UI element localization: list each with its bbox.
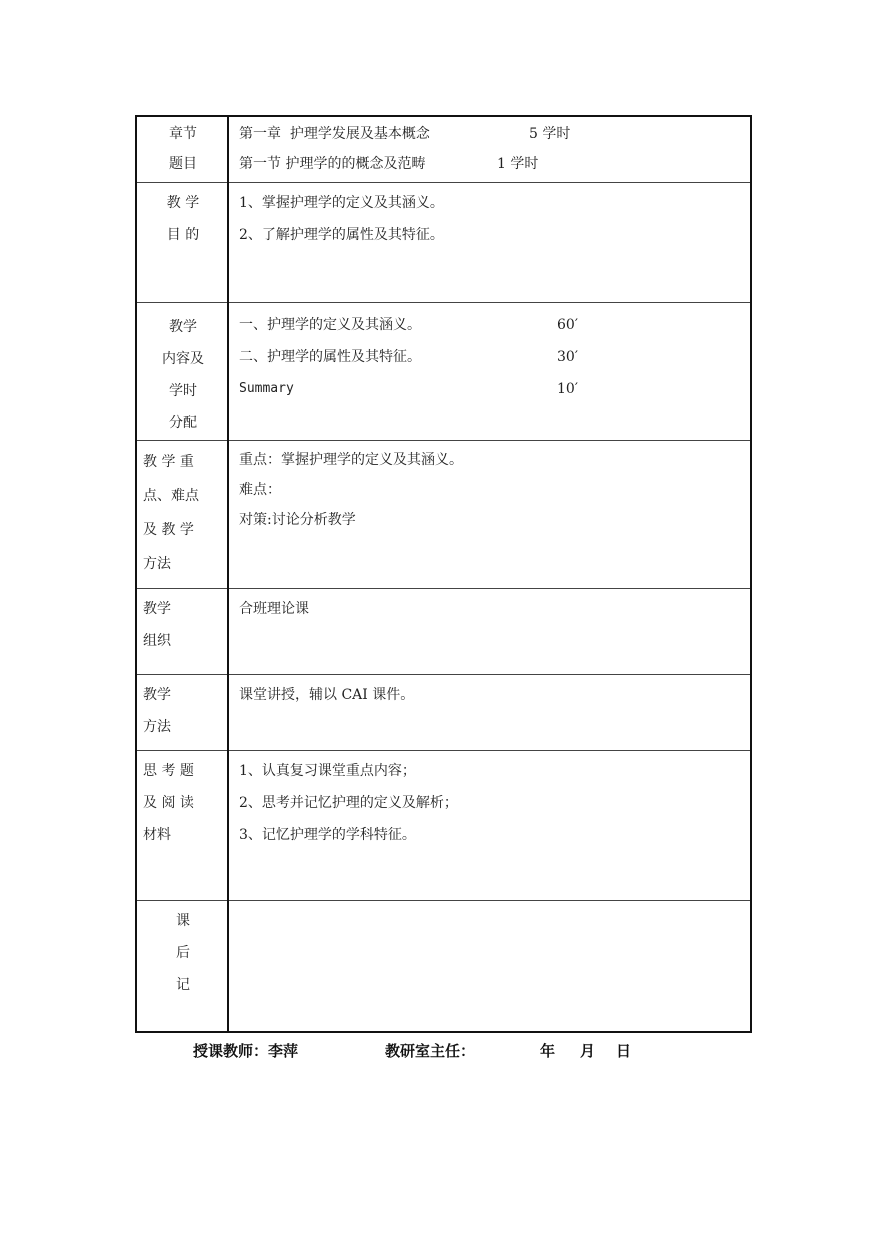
label-method <box>136 674 228 750</box>
label-line: 教学 <box>169 318 197 335</box>
allocation-minutes: 60′ <box>557 316 578 333</box>
allocation-item <box>239 341 742 373</box>
label-line: 学时 <box>169 382 197 399</box>
chapter-line <box>239 119 742 149</box>
objective-item: 2、了解护理学的属性及其特征。 <box>239 226 444 243</box>
label-line: 方法 <box>143 718 171 735</box>
key-point-item: 重点：掌握护理学的定义及其涵义。 <box>239 451 463 468</box>
objective-item: 1、掌握护理学的定义及其涵义。 <box>239 194 444 211</box>
label-line: 记 <box>176 976 190 993</box>
label-line: 组织 <box>143 632 171 649</box>
label-line: 思 考 题 <box>143 762 194 779</box>
date-year: 年 <box>540 1042 556 1060</box>
date-day: 日 <box>616 1042 632 1060</box>
label-line: 教 学 重 <box>143 453 194 470</box>
allocation-topic: 一、护理学的定义及其涵义。 <box>239 316 421 333</box>
content-allocation <box>228 302 751 440</box>
label-line: 点、难点 <box>143 487 199 504</box>
signature-footer <box>0 1040 892 1066</box>
row-key-points <box>136 440 751 588</box>
question-item: 3、记忆护理学的学科特征。 <box>239 826 416 843</box>
allocation-topic: 二、护理学的属性及其特征。 <box>239 348 421 365</box>
label-line: 教学 <box>143 686 171 703</box>
label-questions <box>136 750 228 900</box>
director-signature: 教研室主任： <box>385 1042 476 1060</box>
label-line: 章节 <box>169 126 197 142</box>
label-line: 方法 <box>143 555 171 572</box>
method-text: 课堂讲授，辅以 CAI 课件。 <box>239 686 415 703</box>
allocation-minutes: 30′ <box>557 348 578 365</box>
allocation-item <box>239 309 742 341</box>
label-content-allocation <box>136 302 228 440</box>
label-line: 题目 <box>169 156 197 172</box>
key-point-item: 难点： <box>239 481 281 498</box>
allocation-item <box>239 373 742 405</box>
row-content-allocation <box>136 302 751 440</box>
row-questions <box>136 750 751 900</box>
teacher-signature: 授课教师：李萍 <box>193 1042 299 1060</box>
content-questions <box>228 750 751 900</box>
content-chapter-title <box>228 116 751 182</box>
label-organization <box>136 588 228 674</box>
date-month: 月 <box>580 1042 596 1060</box>
lesson-plan-table <box>135 115 752 1033</box>
key-point-item: 对策:讨论分析教学 <box>239 511 356 528</box>
row-chapter-title <box>136 116 751 182</box>
allocation-minutes: 10′ <box>557 380 578 397</box>
section-name: 第一节 护理学的的概念及范畴 <box>239 156 426 172</box>
label-key-points <box>136 440 228 588</box>
label-line: 及 阅 读 <box>143 794 194 811</box>
content-objectives <box>228 182 751 302</box>
label-after-notes <box>136 900 228 1032</box>
chapter-name: 第一章 护理学发展及基本概念 <box>239 126 430 142</box>
content-organization <box>228 588 751 674</box>
section-line <box>239 149 742 179</box>
label-chapter-title <box>136 116 228 182</box>
chapter-hours: 5 学时 <box>529 126 571 142</box>
question-item: 2、思考并记忆护理的定义及解析； <box>239 794 458 811</box>
label-line: 课 <box>176 912 190 929</box>
label-line: 内容及 <box>162 350 204 367</box>
content-after-notes <box>228 900 751 1032</box>
allocation-topic: Summary <box>239 380 294 396</box>
row-after-notes <box>136 900 751 1032</box>
label-line: 及 教 学 <box>143 521 194 538</box>
section-hours: 1 学时 <box>497 156 539 172</box>
content-method <box>228 674 751 750</box>
organization-text: 合班理论课 <box>239 600 309 617</box>
label-line: 材料 <box>143 826 171 843</box>
label-objectives <box>136 182 228 302</box>
label-line: 教 学 <box>166 194 200 211</box>
row-method <box>136 674 751 750</box>
label-line: 后 <box>176 944 190 961</box>
question-item: 1、认真复习课堂重点内容； <box>239 762 416 779</box>
content-key-points <box>228 440 751 588</box>
label-line: 分配 <box>169 414 197 431</box>
label-line: 目 的 <box>166 226 200 243</box>
row-organization <box>136 588 751 674</box>
label-line: 教学 <box>143 600 171 617</box>
row-objectives <box>136 182 751 302</box>
